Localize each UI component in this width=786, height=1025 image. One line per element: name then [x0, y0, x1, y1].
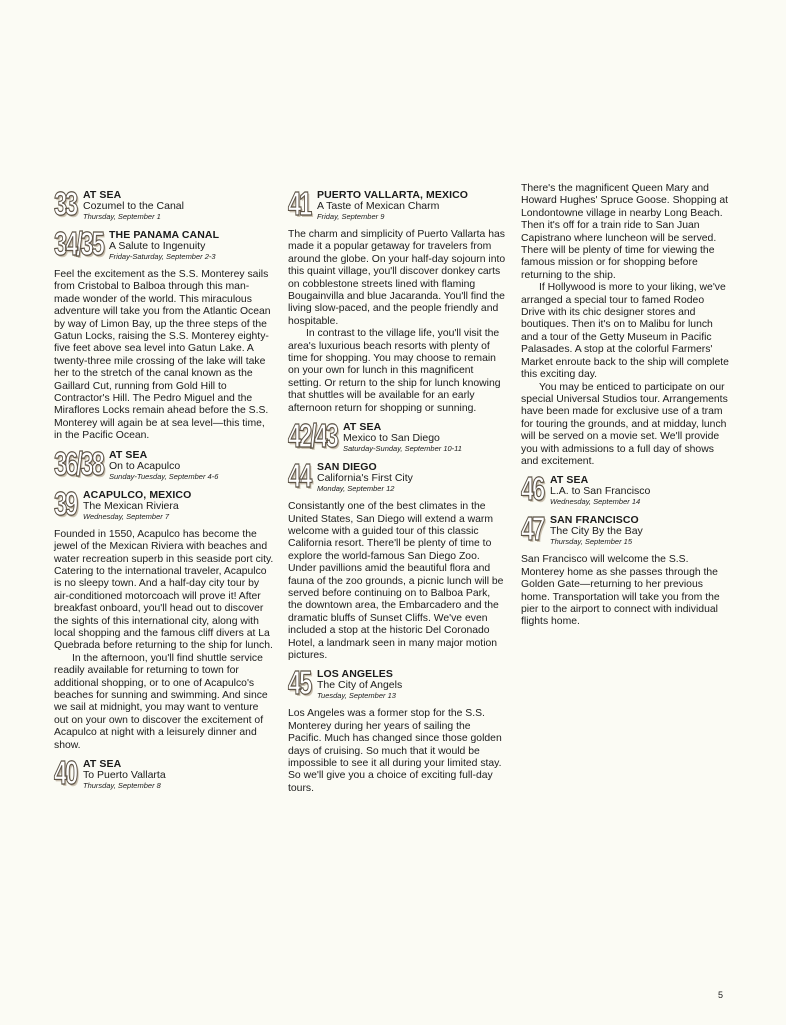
itinerary-day — [54, 754, 274, 791]
itinerary-day — [521, 470, 731, 508]
day-heading — [317, 668, 402, 700]
day-subtitle: To Puerto Vallarta — [83, 769, 166, 781]
itinerary-day — [288, 664, 506, 702]
day-place: LOS ANGELES — [317, 668, 393, 681]
itinerary-day — [54, 225, 274, 262]
day-number: 47 — [521, 510, 544, 548]
body-paragraph: San Francisco will welcome the S.S. Monterey home as she passes through the Golden Gate—returning to her previous home. Transportation will take you from the pier to the airport to connect with individual flights home. — [521, 554, 720, 628]
day-place: AT SEA — [343, 421, 382, 434]
body-paragraph: Los Angeles was a former stop for the S.S. Monterey during her years of sailing the Pacific. Much has changed since those golden days of cruising. So much that it would be impossible to see it all during your limited stay. So we'll give you a choice of exciting full-day tours. — [288, 708, 502, 794]
day-place: AT SEA — [550, 474, 589, 487]
day-number-wrap — [54, 754, 83, 791]
day-number: 45 — [288, 664, 311, 702]
day-heading — [83, 189, 184, 221]
day-place: AT SEA — [109, 448, 148, 461]
itinerary-day — [288, 457, 506, 495]
day-heading — [317, 189, 468, 221]
day-date: Friday-Saturday, September 2-3 — [109, 252, 216, 261]
day-number-wrap — [288, 185, 317, 222]
day-date: Friday, September 9 — [317, 212, 385, 221]
itinerary-day — [54, 484, 274, 522]
day-number-wrap — [288, 417, 343, 455]
itinerary-day — [54, 444, 274, 482]
body-paragraph: The charm and simplicity of Puerto Vallarta has made it a popular getaway for travelers from around the globe. On your half-day sojourn into this quaint village, you'll discover donkey carts on cobblestone streets lined with flaming Bougainvilla and blue Jacaranda. You'll find the living slow-paced, and the people friendly and hospitable. — [288, 229, 506, 327]
day-number: 39 — [54, 484, 77, 522]
day-number-wrap — [521, 470, 550, 508]
body-paragraph: In contrast to the village life, you'll visit the area's luxurious beach resorts with plenty of time for shopping. You may choose to remain on your own for lunch in this magnificent setting. Or return to the ship for lunch knowing that shuttles will be available for an early afternoon return for shopping or sunning. — [288, 328, 501, 414]
body-paragraph: There's the magnificent Queen Mary and Howard Hughes' Spruce Goose. Shopping at Londontowne village in nearby Long Beach. Then it's off for a train ride to San Juan Capistrano where luncheon will be served. There will be plenty of time for viewing the famous mission or for shopping before returning to the ship. — [521, 183, 729, 281]
day-place: ACAPULCO, MEXICO — [83, 488, 192, 501]
body-paragraph: Feel the excitement as the S.S. Monterey sails from Cristobal to Balboa through this man-made wonder of the world. This miraculous adventure will take you from the Atlantic Ocean by way of Limon Bay, up the three steps of the Gatun Locks, raising the S.S. Monterey eighty-five feet above sea level into Gatun Lake. A twenty-three mile crossing of the lake will take her to the stretch of the canal known as the Gaillard Cut, running from Gold Hill to Contractor's Hill. The Pedro Miguel and the Miraflores Locks remain ahead before the S.S. Monterey will again be at sea level—this time, in the Pacific Ocean. — [54, 269, 271, 442]
day-subtitle: On to Acapulco — [109, 459, 181, 472]
day-number-wrap — [288, 664, 317, 702]
day-heading — [83, 758, 166, 790]
day-date: Wednesday, September 14 — [550, 497, 641, 507]
day-date: Thursday, September 1 — [83, 212, 161, 221]
day-heading — [317, 461, 413, 493]
day-number: 44 — [288, 457, 311, 495]
day-subtitle: The Mexican Riviera — [83, 499, 179, 512]
day-subtitle: A Salute to Ingenuity — [109, 240, 206, 252]
day-heading — [83, 489, 191, 521]
day-subtitle: The City By the Bay — [550, 525, 643, 538]
day-number: 46 — [521, 470, 544, 508]
page-number: 5 — [718, 990, 724, 1000]
body-paragraph: Founded in 1550, Acapulco has become the jewel of the Mexican Riviera with beaches and water recreation superb in this seaside port city. Catering to the international traveler, Acapulco is no sleepy town. And a half-day city tour by air-conditioned motorcoach will prove it! After breakfast onboard, you'll head out to discover the sights of this international city, along with local shopping and the famous cliff divers at La Quebrada before returning to the ship for lunch. — [54, 528, 274, 652]
column-2 — [288, 183, 506, 795]
day-date: Thursday, September 8 — [83, 781, 161, 790]
day-subtitle: The City of Angels — [317, 679, 403, 692]
day-heading — [550, 514, 643, 546]
day-date: Monday, September 12 — [317, 484, 395, 494]
day-number-wrap — [54, 225, 109, 262]
day-date: Wednesday, September 7 — [83, 511, 170, 521]
day-subtitle: California's First City — [317, 472, 413, 485]
day-heading — [109, 449, 218, 481]
day-subtitle: Mexico to San Diego — [343, 432, 440, 445]
day-number-wrap — [288, 457, 317, 495]
day-place: AT SEA — [83, 189, 122, 201]
day-number-wrap — [521, 510, 550, 548]
itinerary-day — [288, 417, 506, 455]
body-paragraph: Consistantly one of the best climates in the United States, San Diego will extend a warm welcome with a guided tour of this classic California resort. There'll be plenty of time to explore the world-famous San Diego Zoo. Under pavillions amid the beautiful flora and fauna of the zoo grounds, a picnic lunch will be served before continuing on to Balboa Park, the downtown area, the Embarcadero and the dramatic bluffs of Sunset Cliffs. We've even included a stop at the historic Del Coronado Hotel, a landmark seen in many major motion pictures. — [288, 501, 504, 661]
day-number: 33 — [54, 185, 77, 222]
itinerary-day — [54, 185, 274, 222]
day-place: PUERTO VALLARTA, MEXICO — [317, 189, 469, 201]
itinerary-day — [288, 185, 506, 222]
day-date: Saturday-Sunday, September 10-11 — [343, 444, 462, 454]
day-subtitle: Cozumel to the Canal — [83, 200, 184, 212]
day-place: SAN DIEGO — [317, 461, 377, 474]
itinerary-day — [521, 510, 731, 548]
day-date: Thursday, September 15 — [550, 537, 632, 547]
column-3 — [521, 183, 731, 629]
day-number: 36/38 — [54, 444, 103, 482]
day-number: 41 — [288, 185, 311, 222]
day-heading — [550, 474, 650, 506]
day-date: Sunday-Tuesday, September 4-6 — [109, 471, 219, 481]
column-1 — [54, 183, 274, 798]
day-heading — [109, 229, 219, 261]
day-number-wrap — [54, 444, 109, 482]
day-place: SAN FRANCISCO — [550, 514, 639, 527]
day-heading — [343, 421, 462, 453]
day-number-wrap — [54, 185, 83, 222]
day-date: Tuesday, September 13 — [317, 691, 396, 701]
day-place: THE PANAMA CANAL — [109, 229, 220, 241]
day-place: AT SEA — [83, 758, 122, 770]
day-subtitle: A Taste of Mexican Charm — [317, 200, 440, 212]
day-number-wrap — [54, 484, 83, 522]
day-number: 42/43 — [288, 417, 337, 455]
day-subtitle: L.A. to San Francisco — [550, 485, 651, 498]
body-paragraph: In the afternoon, you'll find shuttle service readily available for returning to town for additional shopping, or to one of Acapulco's beaches for sunning and swimming. And since we sail at midnight, you may want to venture out on your own to discover the excitement of Acapulco at night with a leisurely dinner and show. — [54, 652, 268, 751]
day-number: 40 — [54, 754, 77, 791]
day-number: 34/35 — [54, 225, 103, 262]
body-paragraph: You may be enticed to participate on our special Universal Studios tour. Arrangements have been made for exclusive use of a tram for touring the grounds, and at midday, lunch will be served on a movie set. We'll provide you with admissions to a full day of shows and excitement. — [521, 381, 728, 467]
body-paragraph: If Hollywood is more to your liking, we've arranged a special tour to famed Rodeo Drive with its chic designer stores and boutiques. Then it's on to Malibu for lunch and a tour of the Getty Museum in Pacific Palasades. A stop at the colorful Farmers' Market enroute back to the ship will complete this exciting day. — [521, 282, 729, 381]
